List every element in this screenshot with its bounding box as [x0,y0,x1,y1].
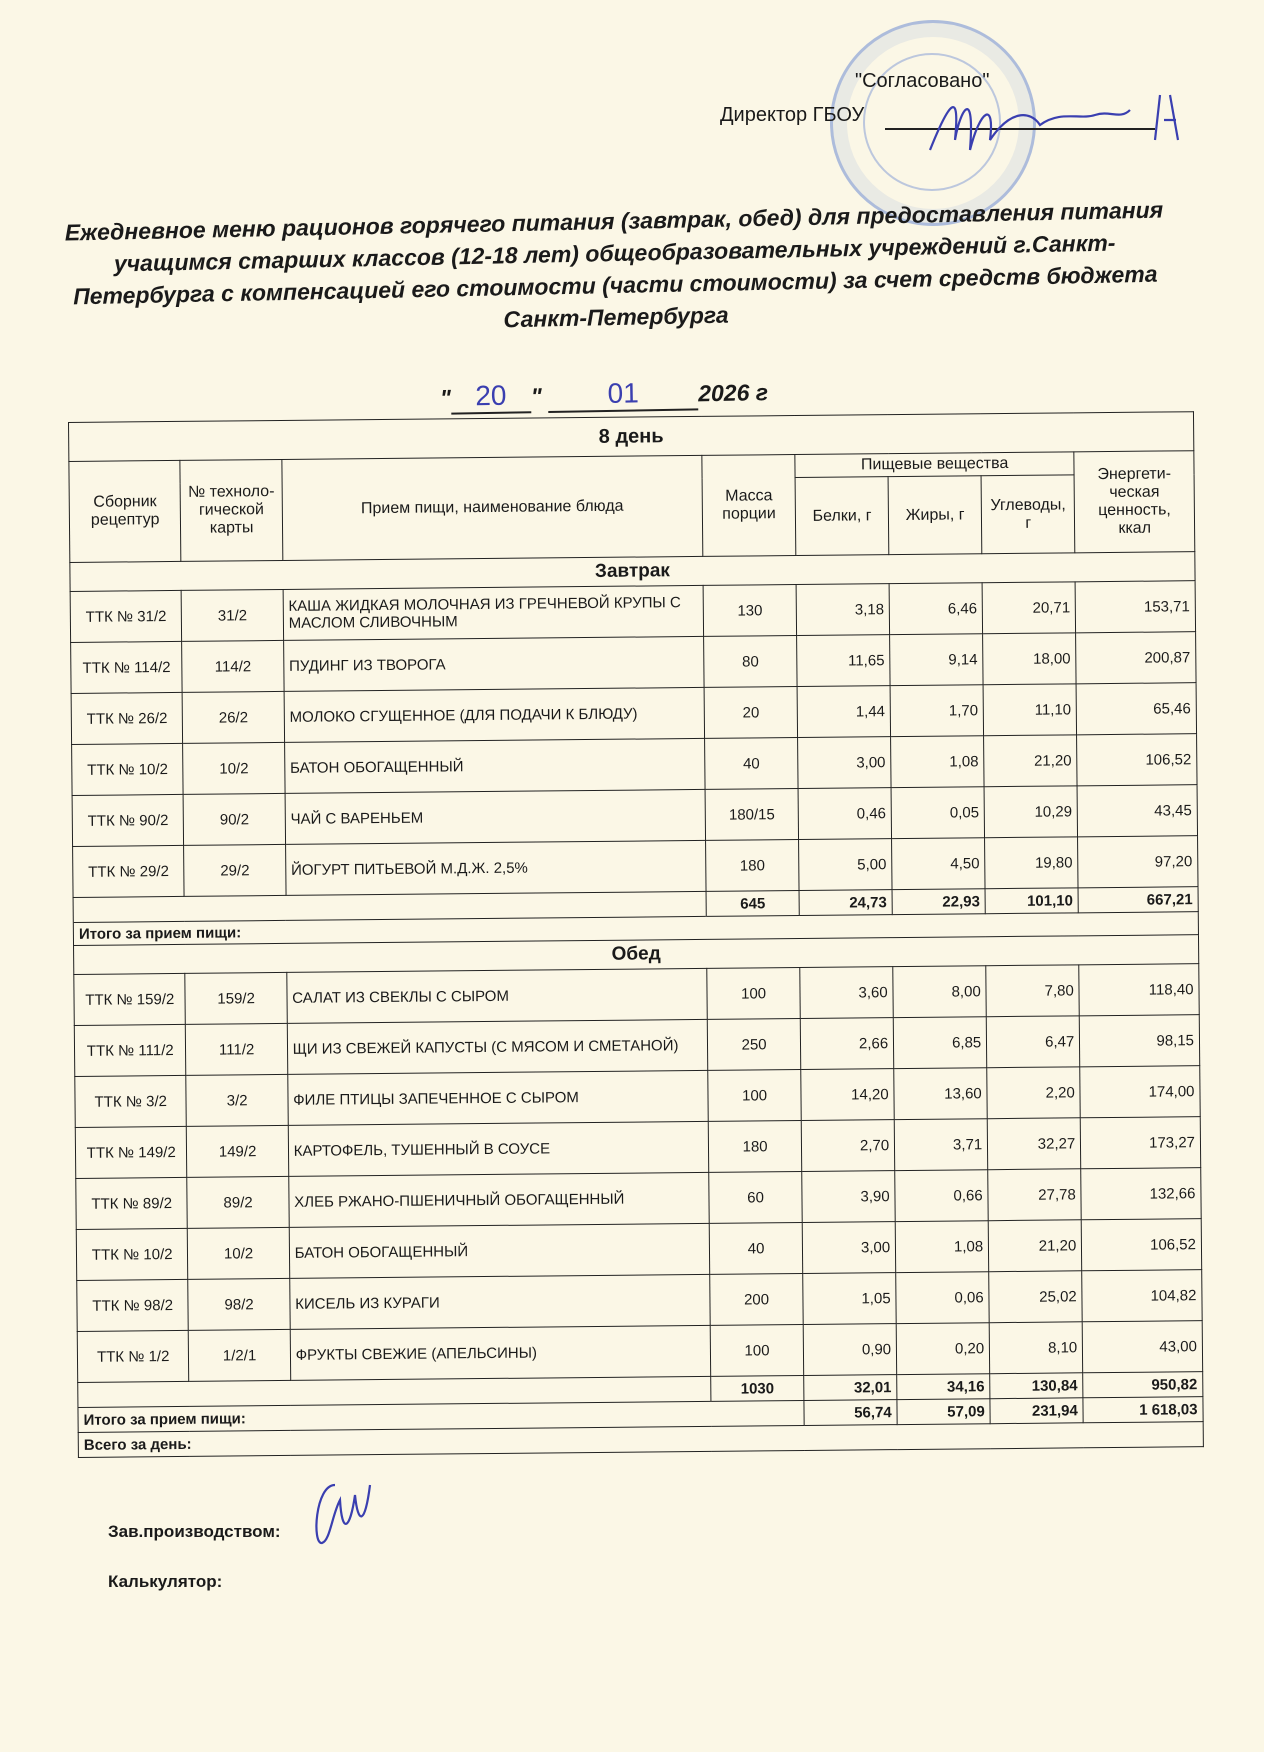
tech-card-number: 114/2 [182,640,284,692]
breakfast-rows [70,581,1198,898]
fat-value: 1,08 [895,1221,989,1273]
energy-value: 43,00 [1082,1321,1202,1373]
energy-value: 132,66 [1081,1168,1201,1220]
fat-value: 8,00 [893,966,987,1018]
date-quote-open: " [439,384,452,411]
tech-card-number: 26/2 [183,691,285,743]
carbs-value: 21,20 [984,735,1078,787]
dish-name: ЙОГУРТ ПИТЬЕВОЙ М.Д.Ж. 2,5% [285,840,706,895]
approval-director: Директор ГБОУ [720,104,865,126]
production-head-signature-icon [310,1475,380,1555]
protein-value: 5,00 [799,839,893,891]
carbs-value: 7,80 [986,965,1080,1017]
date-quote-close: " [530,383,543,410]
protein-value: 11,65 [797,635,891,687]
day-total-label: Всего за день: [78,1422,1203,1458]
recipe-code: ТТК № 10/2 [76,1228,188,1280]
energy-value: 65,46 [1076,683,1196,735]
recipe-code: ТТК № 111/2 [74,1024,186,1076]
menu-table [68,411,1204,1458]
energy-value: 106,52 [1082,1219,1202,1271]
portion-mass: 20 [704,687,798,739]
dish-name: БАТОН ОБОГАЩЕННЫЙ [284,738,705,793]
tech-card-number: 3/2 [186,1074,288,1126]
breakfast-total-label: Итого за прием пищи: [73,912,1198,946]
protein-value: 14,20 [801,1069,895,1121]
energy-value: 104,82 [1082,1270,1202,1322]
header-energy: Энергети-ческая ценность, ккал [1074,451,1195,553]
dish-name: КАРТОФЕЛЬ, ТУШЕННЫЙ В СОУСЕ [288,1121,709,1176]
header-nutrients: Пищевые вещества [795,452,1074,478]
breakfast-total-carbs: 101,10 [985,888,1078,914]
date-year: 2026 г [697,379,769,407]
header-collection: Сборник рецептур [69,460,181,562]
tech-card-number: 98/2 [188,1278,290,1330]
day-total-carbs: 231,94 [990,1398,1083,1424]
document-date [440,375,769,415]
protein-value: 1,44 [797,686,891,738]
section-lunch: Обед [74,935,1199,975]
tech-card-number: 10/2 [188,1227,290,1279]
protein-value: 3,00 [802,1222,896,1274]
header-dish: Прием пищи, наименование блюда [282,455,703,560]
carbs-value: 21,20 [988,1220,1082,1272]
energy-value: 98,15 [1080,1015,1200,1067]
recipe-code: ТТК № 98/2 [77,1279,189,1331]
portion-mass: 250 [707,1018,801,1070]
breakfast-total-kcal: 667,21 [1078,887,1198,913]
section-breakfast: Завтрак [70,552,1195,592]
portion-mass: 180 [706,840,800,892]
recipe-code: ТТК № 89/2 [76,1177,188,1229]
day-total-fat: 57,09 [897,1399,990,1425]
lunch-total-kcal: 950,82 [1083,1372,1203,1398]
breakfast-total-protein: 24,73 [799,890,892,916]
director-signature-icon [920,80,1200,170]
tech-card-number: 1/2/1 [189,1329,291,1381]
fat-value: 1,70 [890,685,984,737]
lunch-total-label: Итого за прием пищи: [78,1400,804,1432]
lunch-total-carbs: 130,84 [990,1373,1083,1399]
carbs-value: 25,02 [989,1271,1083,1323]
protein-value: 2,66 [800,1018,894,1070]
dish-name: ЧАЙ С ВАРЕНЬЕМ [285,789,706,844]
carbs-value: 32,27 [987,1118,1081,1170]
date-day: 20 [451,379,532,414]
dish-name: ЩИ ИЗ СВЕЖЕЙ КАПУСТЫ (С МЯСОМ И СМЕТАНОЙ) [287,1019,708,1074]
header-mass: Масса порции [702,455,796,557]
fat-value: 3,71 [894,1119,988,1171]
footer-production-head: Зав.производством: [108,1522,281,1541]
fat-value: 6,85 [893,1017,987,1069]
recipe-code: ТТК № 10/2 [72,743,184,795]
energy-value: 118,40 [1079,964,1199,1016]
energy-value: 43,45 [1077,785,1197,837]
tech-card-number: 29/2 [184,844,286,896]
protein-value: 0,90 [803,1324,897,1376]
dish-name: ХЛЕБ РЖАНО-ПШЕНИЧНЫЙ ОБОГАЩЕННЫЙ [288,1172,709,1227]
dish-name: ФРУКТЫ СВЕЖИЕ (АПЕЛЬСИНЫ) [290,1325,711,1380]
carbs-value: 11,10 [983,684,1077,736]
recipe-code: ТТК № 31/2 [70,590,182,642]
header-fat: Жиры, г [888,476,982,555]
protein-value: 2,70 [801,1120,895,1172]
fat-value: 0,66 [895,1170,989,1222]
portion-mass: 100 [710,1324,804,1376]
header-protein: Белки, г [795,477,889,556]
dish-name: ФИЛЕ ПТИЦЫ ЗАПЕЧЕННОЕ С СЫРОМ [287,1070,708,1125]
tech-card-number: 89/2 [187,1176,289,1228]
portion-mass: 200 [710,1273,804,1325]
lunch-total-mass: 1030 [711,1375,804,1401]
energy-value: 173,27 [1081,1117,1201,1169]
fat-value: 1,08 [891,736,985,788]
recipe-code: ТТК № 159/2 [74,973,186,1025]
portion-mass: 180/15 [705,789,799,841]
protein-value: 1,05 [803,1273,897,1325]
header-tech-card: № техноло-гической карты [180,459,282,561]
portion-mass: 100 [707,967,801,1019]
recipe-code: ТТК № 114/2 [71,641,183,693]
breakfast-total-mass: 645 [706,891,799,917]
document-title: Ежедневное меню рационов горячего питания (завтрак, обед) для предоставления питания учащимся старших классов (12-18 лет) общеобразовательных учреждений г.Санкт-Петербурга с компенсацией его стоимости (части стоимости) за счет средств бюджета Санкт-Петербурга [64,196,1164,333]
protein-value: 3,18 [796,584,890,636]
date-month: 01 [548,376,699,413]
day-total-kcal: 1 618,03 [1083,1397,1203,1423]
portion-mass: 40 [705,738,799,790]
footer-calculator: Калькулятор: [108,1572,223,1591]
carbs-value: 8,10 [989,1322,1083,1374]
dish-name: МОЛОКО СГУЩЕННОЕ (ДЛЯ ПОДАЧИ К БЛЮДУ) [284,687,705,742]
fat-value: 6,46 [889,583,983,635]
carbs-value: 27,78 [988,1169,1082,1221]
carbs-value: 2,20 [987,1067,1081,1119]
lunch-total-protein: 32,01 [804,1375,897,1401]
dish-name: КАША ЖИДКАЯ МОЛОЧНАЯ ИЗ ГРЕЧНЕВОЙ КРУПЫ С МАСЛОМ СЛИВОЧНЫМ [283,585,704,640]
fat-value: 0,06 [896,1272,990,1324]
portion-mass: 130 [703,585,797,637]
tech-card-number: 149/2 [187,1125,289,1177]
approval-agreed: "Согласовано" [855,70,990,92]
carbs-value: 20,71 [982,582,1076,634]
lunch-total-fat: 34,16 [897,1374,990,1400]
dish-name: ПУДИНГ ИЗ ТВОРОГА [283,636,704,691]
recipe-code: ТТК № 149/2 [75,1126,187,1178]
portion-mass: 100 [708,1069,802,1121]
dish-name: БАТОН ОБОГАЩЕННЫЙ [289,1223,710,1278]
recipe-code: ТТК № 1/2 [77,1330,189,1382]
energy-value: 174,00 [1080,1066,1200,1118]
recipe-code: ТТК № 90/2 [72,794,184,846]
fat-value: 0,20 [896,1323,990,1375]
protein-value: 0,46 [798,788,892,840]
tech-card-number: 111/2 [186,1023,288,1075]
energy-value: 97,20 [1078,836,1198,888]
carbs-value: 6,47 [986,1016,1080,1068]
header-carbs: Углеводы, г [981,475,1075,554]
recipe-code: ТТК № 29/2 [73,845,185,897]
tech-card-number: 90/2 [184,793,286,845]
portion-mass: 80 [704,636,798,688]
portion-mass: 180 [708,1120,802,1172]
day-total-protein: 56,74 [804,1400,897,1426]
energy-value: 106,52 [1077,734,1197,786]
dish-name: САЛАТ ИЗ СВЕКЛЫ С СЫРОМ [287,968,708,1023]
fat-value: 9,14 [890,634,984,686]
dish-name: КИСЕЛЬ ИЗ КУРАГИ [289,1274,710,1329]
recipe-code: ТТК № 3/2 [75,1075,187,1127]
energy-value: 153,71 [1075,581,1195,633]
protein-value: 3,60 [800,967,894,1019]
lunch-rows [74,964,1203,1383]
carbs-value: 18,00 [983,633,1077,685]
protein-value: 3,00 [798,737,892,789]
portion-mass: 60 [709,1171,803,1223]
fat-value: 0,05 [891,787,985,839]
tech-card-number: 159/2 [185,972,287,1024]
protein-value: 3,90 [802,1171,896,1223]
tech-card-number: 31/2 [182,589,284,641]
fat-value: 4,50 [892,838,986,890]
breakfast-total-fat: 22,93 [892,889,985,915]
portion-mass: 40 [709,1222,803,1274]
day-label: 8 день [69,412,1194,462]
carbs-value: 10,29 [984,786,1078,838]
tech-card-number: 10/2 [183,742,285,794]
energy-value: 200,87 [1076,632,1196,684]
recipe-code: ТТК № 26/2 [71,692,183,744]
carbs-value: 19,80 [985,837,1079,889]
fat-value: 13,60 [894,1068,988,1120]
